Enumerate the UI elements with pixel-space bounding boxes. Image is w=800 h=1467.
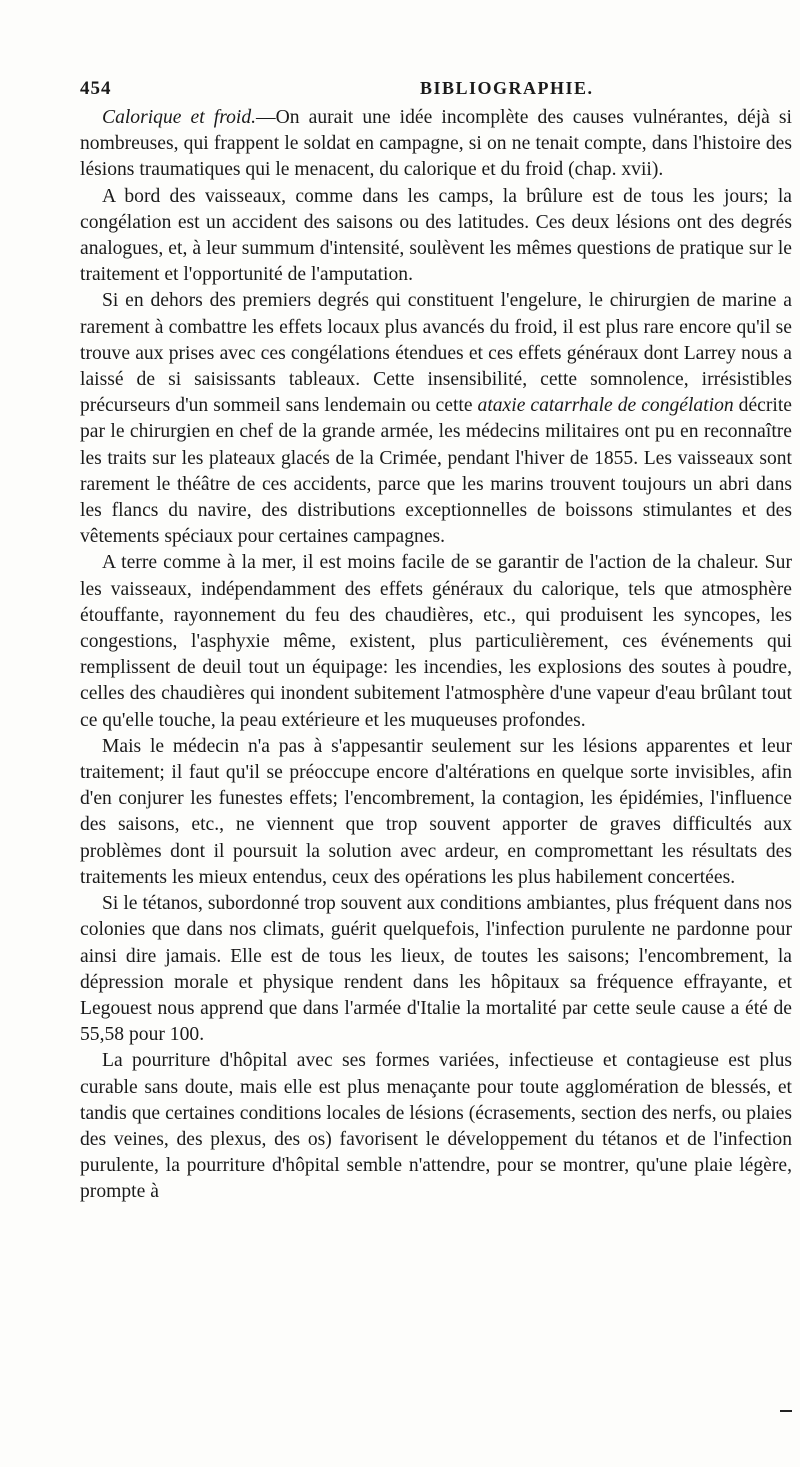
- paragraph-tetanos: [80, 891, 792, 1048]
- running-title: BIBLIOGRAPHIE.: [420, 78, 594, 98]
- paragraph-text: Si le tétanos, subordonné trop souvent aux conditions ambiantes, plus fréquent dans nos colonies que dans nos climats, guérit quelquefois, l'infection purulente ne pardonne pour ainsi dire jamais. Elle est de tous les lieux, de toutes les saisons; l'encombrement, la dépression morale et physique rendent dans les hôpitaux sa fréquence effrayante, et Legouest nous apprend que dans l'armée d'Italie la mortalité par cette seule cause a été de 55,58 pour 100.: [80, 893, 792, 1046]
- page-edge-mark: [780, 1410, 792, 1412]
- paragraph-pourriture: [80, 1048, 792, 1205]
- paragraph-text: Mais le médecin n'a pas à s'appesantir seulement sur les lésions apparentes et leur traitement; il faut qu'il se préoccupe encore d'altérations en quelque sorte invisibles, afin d'en conjurer les funestes effets; l'encombrement, la contagion, les épidémies, l'influence des saisons, etc., ne viennent que trop souvent apporter de graves difficultés aux problèmes dont il poursuit la solution avec ardeur, en compromettant les résultats des traitements les mieux entendus, ceux des opérations les plus habilement concertées.: [80, 735, 792, 888]
- body-text: [80, 105, 792, 1206]
- paragraph-engelure: [80, 288, 792, 550]
- italic-term: ataxie catarrhale de congélation: [477, 395, 734, 417]
- page-number: 454: [80, 78, 112, 99]
- paragraph-text: La pourriture d'hôpital avec ses formes variées, infectieuse et contagieuse est plus curable sans doute, mais elle est plus menaçante pour toute agglomération de blessés, et tandis que certaines conditions locales de lésions (écrasements, section des nerfs, ou plaies des veines, des plexus, des os) favorisent le développement du tétanos et de l'infection purulente, la pourriture d'hôpital semble n'attendre, pour se montrer, qu'une plaie légère, prompte à: [80, 1050, 792, 1203]
- section-heading-italic: Calorique et froid.: [102, 107, 257, 128]
- paragraph-calorique: [80, 105, 792, 184]
- paragraph-bord-vaisseaux: [80, 184, 792, 289]
- paragraph-medecin: [80, 734, 792, 891]
- paragraph-chaleur: [80, 550, 792, 733]
- paragraph-text: A terre comme à la mer, il est moins facile de se garantir de l'action de la chaleur. Sur les vaisseaux, indépendamment des effets généraux du calorique, tels que atmosphère étouffante, rayonnement du feu des chaudières, etc., qui produisent les syncopes, les congestions, l'asphyxie même, existent, plus particulièrement, ces événements qui remplissent de deuil tout un équipage: les incendies, les explosions des soutes à poudre, celles des chaudières qui inondent subitement l'atmosphère d'une vapeur d'eau brûlant tout ce qu'elle touche, la peau extérieure et les muqueuses profondes.: [80, 552, 792, 731]
- paragraph-text: décrite par le chirurgien en chef de la grande armée, les médecins militaires ont pu en reconnaître les traits sur les plateaux glacés de la Crimée, pendant l'hiver de 1855. Les vaisseaux sont rarement le théâtre de ces accidents, parce que les marins trouvent toujours un abri dans les flancs du navire, des distributions exceptionnelles de boissons stimulantes et des vêtements spéciaux pour certaines campagnes.: [80, 395, 792, 548]
- paragraph-text: Si en dehors des premiers degrés qui constituent l'engelure, le chirurgien de marine a rarement à combattre les effets locaux plus avancés du froid, il est plus rare encore qu'il se trouve aux prises avec ces congélations étendues et ces effets généraux dont Larrey nous a laissé de si saisissants tableaux. Cette insensibilité, cette somnolence, irrésistibles précurseurs d'un sommeil sans lendemain ou cette: [80, 290, 792, 417]
- page-header: [80, 78, 780, 104]
- paragraph-text: —On aurait une idée incomplète des causes vulnérantes, déjà si nombreuses, qui frappent le soldat en campagne, si on ne tenait compte, dans l'histoire des lésions traumatiques qui le menacent, du calorique et du froid (chap. xvii).: [80, 107, 792, 181]
- paragraph-text: A bord des vaisseaux, comme dans les camps, la brûlure est de tous les jours; la congélation est un accident des saisons ou des latitudes. Ces deux lésions ont des degrés analogues, et, à leur summum d'intensité, soulèvent les mêmes questions de pratique sur le traitement et l'opportunité de l'amputation.: [80, 185, 792, 286]
